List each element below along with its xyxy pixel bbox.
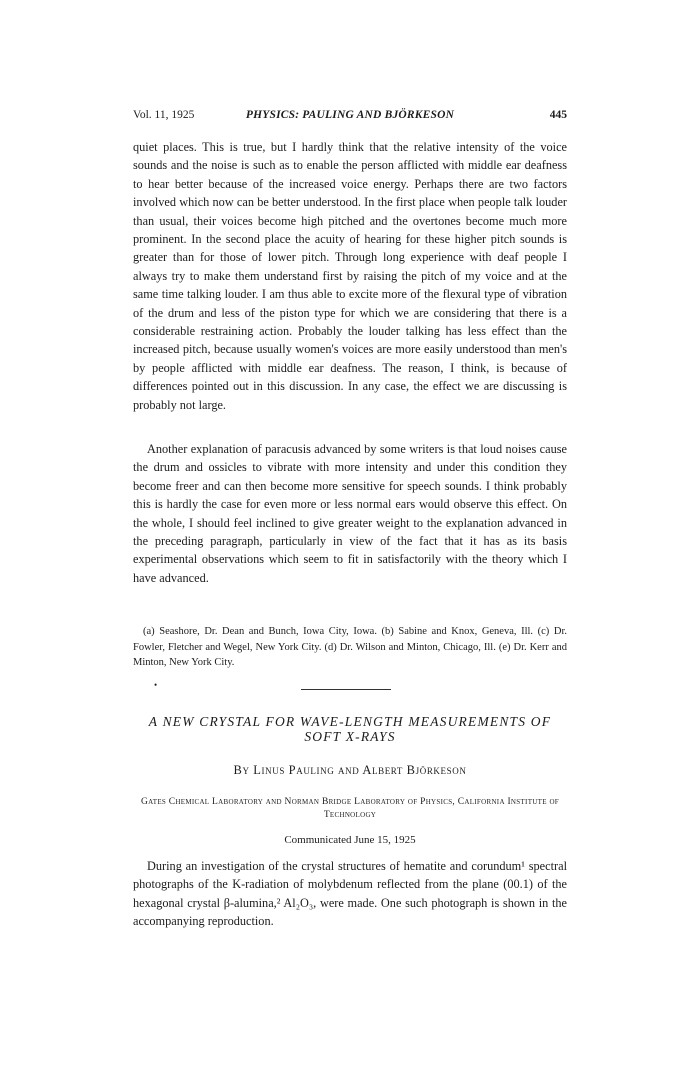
bullet-mark: • [154,680,158,690]
communicated-date: Communicated June 15, 1925 [284,834,416,846]
running-head [133,109,567,127]
footnote-text: (a) Seashore, Dr. Dean and Bunch, Iowa City, Iowa. (b) Sabine and Knox, Geneva, Ill. (c) Dr. Fowler, Fletcher and Wegel, New York City. (d) Dr. Wilson and Minton, Chicago, Ill. (e) Dr. Kerr and Minton, New York City. [133,626,567,668]
running-head-volume: Vol. 11, 1925 [133,109,195,121]
footnote [133,624,567,671]
section-divider [301,689,391,690]
paragraph-2 [133,440,567,587]
page-number: 445 [549,109,567,121]
running-head-title: PHYSICS: PAULING AND BJÖRKESON [245,109,455,121]
paragraph-1: quiet places. This is true, but I hardly think that the relative intensity of the voice sounds and the noise is such as to enable the person afflicted with middle ear deafness to hear better because of the increased voice energy. Perhaps there are two factors involved which now can be better understood. In the first place when people talk louder than usual, their voices become high pitched and the overtones become much more prominent. In the second place the acuity of hearing for these higher pitch sounds is greater than for those of lower pitch. Through long experience with deaf people I always try to make them understand first by raising the pitch of my voice and at the same time talking louder. I am thus able to excite more of the flexural type of vibration of the drum and less of the piston type for which we are considering that there is a considerable restraining action. Probably the louder talking has less effect than the increased pitch, because usually women's voices are more easily understood than men's by people afflicted with middle ear deafness. The reason, I think, is because of differences pointed out in this discussion. In any case, the effect we are discussing is probably not large. [133,140,567,412]
article-authors: By Linus Pauling and Albert Björkeson [233,763,467,777]
article-intro-text: During an investigation of the crystal structures of hematite and corundum¹ spectral photographs of the K-radiation of molybdenum reflected from the plane (00.1) of the hexagonal crystal β-alumina,² Al₂O₃, were made. One such photograph is shown in the accompanying reproduction. [133,859,567,929]
article-title: A NEW CRYSTAL FOR WAVE-LENGTH MEASUREMENTS OF SOFT X-RAYS [148,714,552,744]
article-intro-paragraph [133,857,567,931]
paragraph-2-text: Another explanation of paracusis advanced by some writers is that loud noises cause the drum and ossicles to vibrate with more intensity and under this condition they become freer and can then become more sensitive for speech sounds. I think probably this is hardly the case for even more or less normal ears would observe this effect. On the whole, I should feel inclined to give greater weight to the explanation advanced in the preceding paragraph, particularly in view of the fact that it has as its basis experimental observations which seem to fit in satisfactorily with the theory which I have advanced. [133,442,567,585]
article-affiliation: Gates Chemical Laboratory and Norman Bridge Laboratory of Physics, California Institute of Technology [141,797,559,820]
